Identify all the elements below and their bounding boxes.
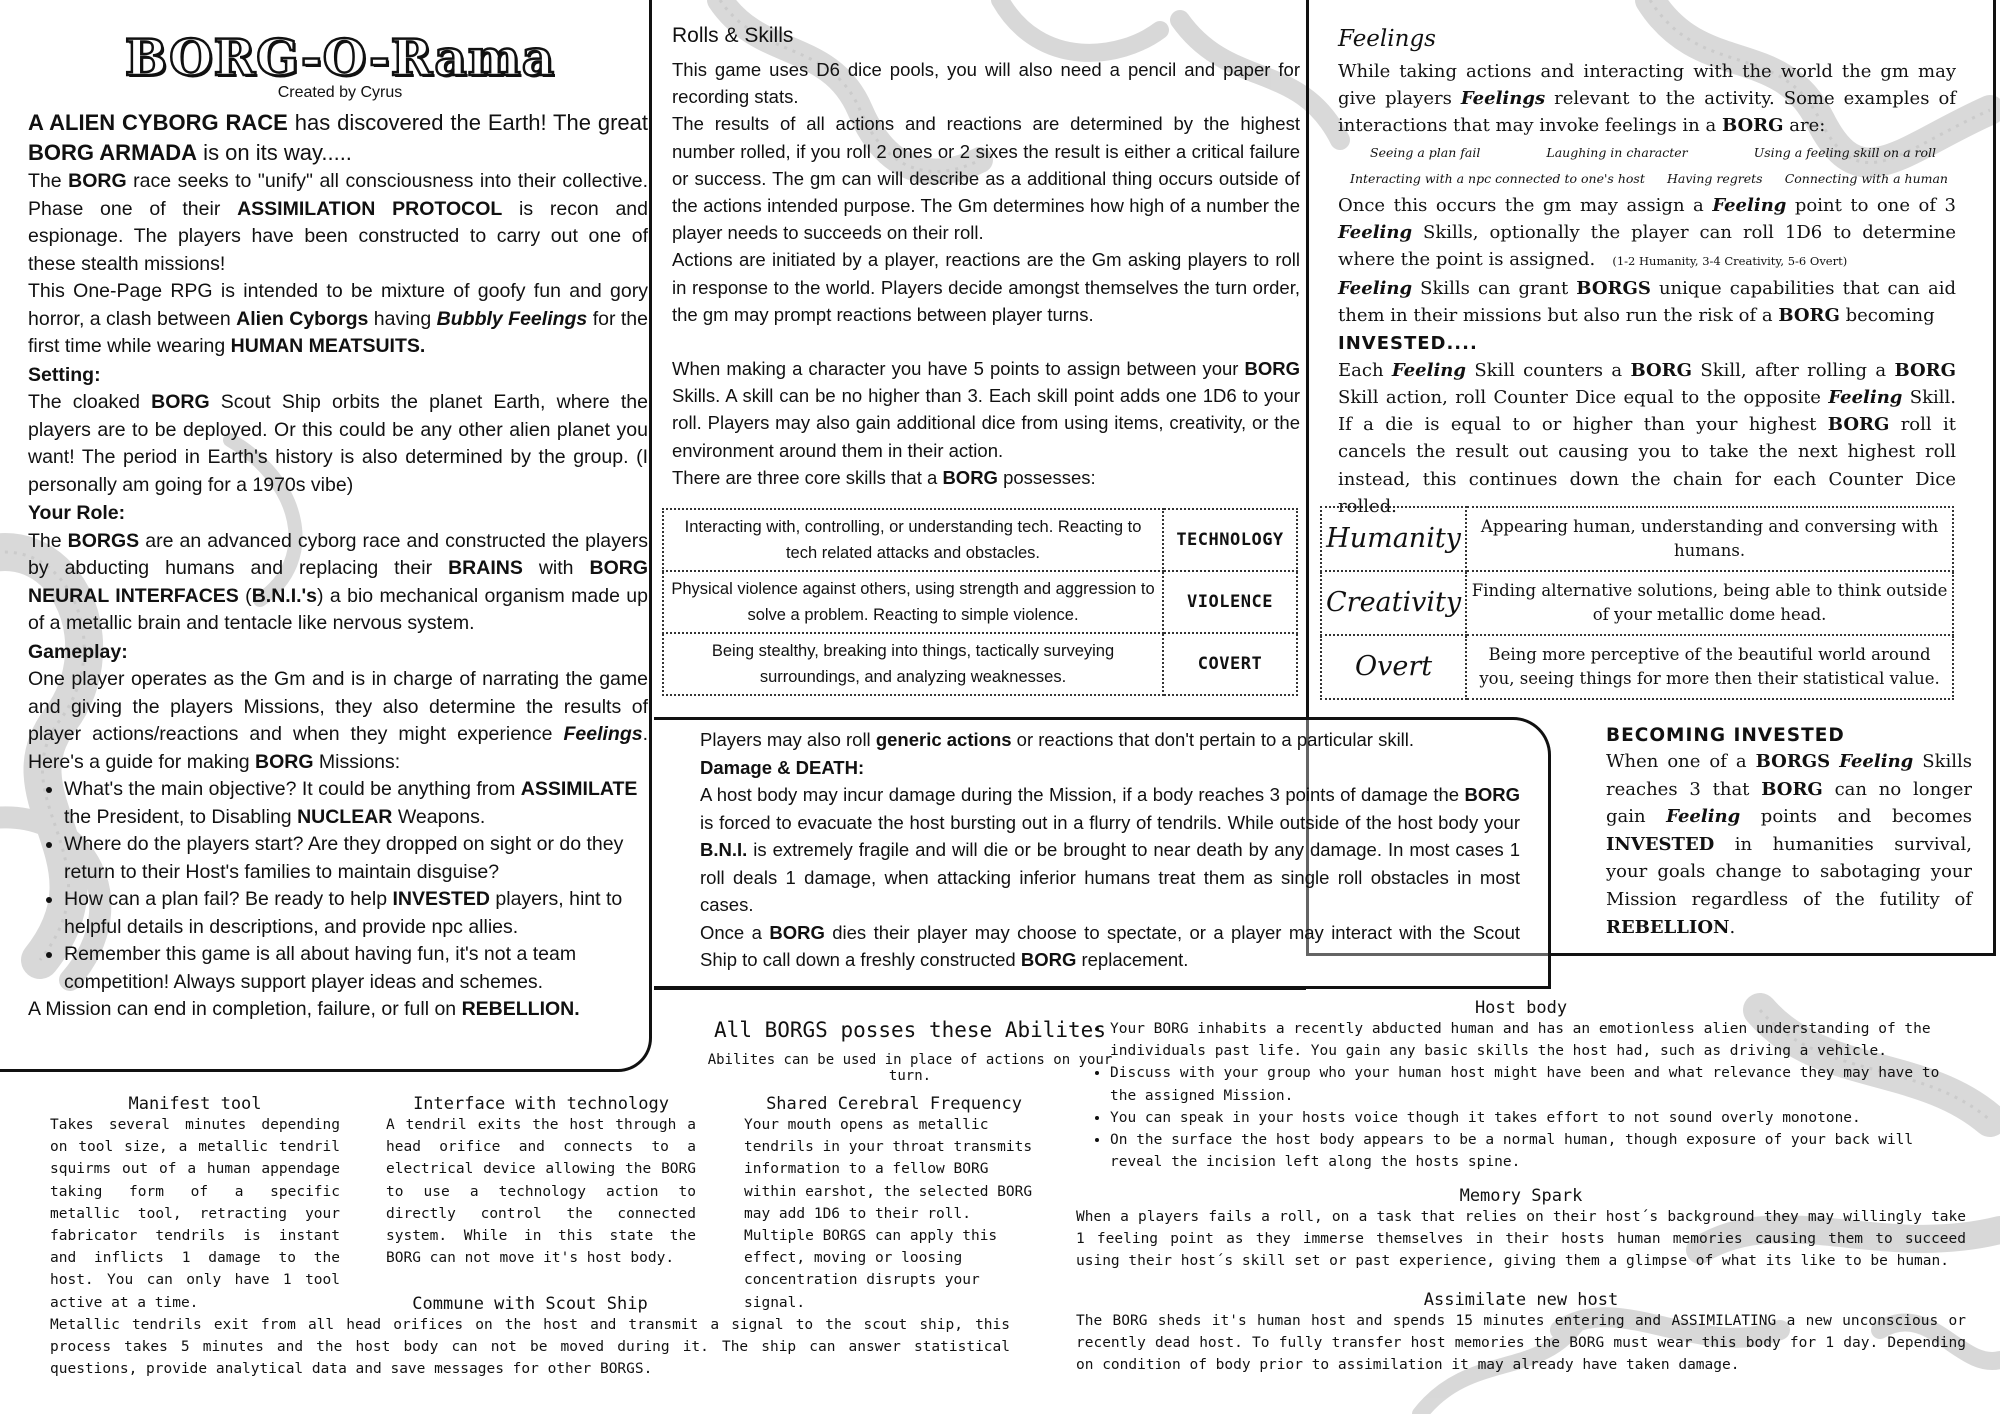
feeling-name: Overt bbox=[1321, 635, 1466, 699]
byline: Created by Cyrus bbox=[277, 84, 403, 101]
shared-cerebral-ability bbox=[744, 1094, 1044, 1314]
becoming-invested-section bbox=[1606, 724, 1972, 941]
examples-row-2 bbox=[1338, 166, 1956, 192]
setting-paragraph: The cloaked BORG Scout Ship orbits the planet Earth, where the players are to be deployed. Or this could be any other alien planet you want! The period in Earth's history is also determined by the group. (I personally am going for a 1970s vibe) bbox=[28, 391, 648, 496]
host-body-list bbox=[1076, 1018, 1966, 1173]
skill-name: TECHNOLOGY bbox=[1163, 509, 1297, 571]
rpg-paragraph: This One-Page RPG is intended to be mixture of goofy fun and gory horror, a clash between Alien Cyborgs having Bubbly Feelings for the first time while wearing HUMAN MEATSUITS. bbox=[28, 280, 648, 357]
abilities-subtitle: Abilites can be used in place of actions on your turn. bbox=[707, 1052, 1113, 1084]
feeling-description: Appearing human, understanding and conversing with humans. bbox=[1466, 507, 1953, 571]
list-item: • On the surface the host body appears to be a normal human, though exposure of your back will reveal the incision left along the hosts spine. bbox=[1110, 1129, 1966, 1173]
interface-technology-ability bbox=[386, 1094, 696, 1269]
ending-paragraph: A Mission can end in completion, failure, or full on REBELLION. bbox=[28, 998, 580, 1020]
ability-heading: Host body bbox=[1474, 998, 1568, 1018]
setting-heading: Setting: bbox=[28, 363, 101, 386]
ability-text: A tendril exits the host through a head orifice and connects to a electrical device allowing the BORG to use a technology action to directly control the connected system. While in this state the BORG can not move it's host body. bbox=[386, 1117, 696, 1267]
gameplay-heading: Gameplay: bbox=[28, 640, 128, 663]
skills-table bbox=[662, 508, 1298, 696]
role-heading: Your Role: bbox=[28, 502, 126, 524]
table-row bbox=[663, 571, 1297, 633]
feelings-intro: While taking actions and interacting with the world the gm may give players Feelings relevant to the activity. Some examples of interactions that may invoke feelings in a BORG are: bbox=[1338, 61, 1957, 137]
damage-paragraph: A host body may incur damage during the Mission, if a body reaches 3 points of damage the BORG is forced to evacuate the host bursting out in a flurry of tendrils. While outside of the host body your B.N.I. is extremely fragile and will die or be brought to near death by any damage. In most cases 1 roll deals 1 damage, when attacking inferior humans treat them as single roll obstacles in most cases. bbox=[700, 784, 1520, 915]
skill-name: VIOLENCE bbox=[1163, 571, 1297, 633]
host-body-section bbox=[1076, 998, 1966, 1173]
rolls-column bbox=[672, 56, 1300, 491]
invested-heading: INVESTED.... bbox=[1338, 332, 1478, 354]
list-item: • What's the main objective? It could be anything from ASSIMILATE the President, to Disabling NUCLEAR Weapons. bbox=[64, 776, 648, 831]
becoming-invested-paragraph: When one of a BORGS Feeling Skills reaches 3 that BORG can no longer gain Feeling points and becomes INVESTED in humanities survival, your goals change to sabotaging your Mission regardless of the futility of REBELLION. bbox=[1606, 751, 1972, 938]
intro-column bbox=[28, 108, 648, 1024]
list-item: • Remember this game is all about having fun, it's not a team competition! Always support player ideas and schemes. bbox=[64, 941, 648, 996]
manifest-tool-ability bbox=[50, 1094, 340, 1314]
role-paragraph: The BORGS are an advanced cyborg race and constructed the players by abducting humans and replacing their BRAINS with BORG NEURAL INTERFACES (B.N.I.'s) a bio mechanical organism made up of a metallic brain and tentacle like nervous system. bbox=[28, 529, 648, 634]
example-item: Connecting with a human bbox=[1784, 170, 1948, 186]
list-item: • Your BORG inhabits a recently abducted human and has an emotionless alien understanding of the individuals past life. You gain any basic skills the host had, such as driving a vehicle. bbox=[1110, 1018, 1966, 1062]
feelings-column bbox=[1338, 58, 1956, 520]
ability-text: When a players fails a roll, on a task that relies on their host´s background they may willingly take 1 feeling point as they immerse themselves in their hosts human memories causing them to succeed using their host´s skill set or past experience, giving them a glimpse of what its like to be human. bbox=[1076, 1209, 1966, 1270]
ability-text: The BORG sheds it's human host and spends 15 minutes entering and ASSIMILATING a new unconscious or recently dead host. To fully transfer host memories the BORG must wear this body for 1 day. Depending on condition of body prior to assimilation it may already have taken damage. bbox=[1076, 1313, 1966, 1374]
gameplay-paragraph: One player operates as the Gm and is in charge of narrating the game and giving the players Missions, they also determine the results of player actions/reactions and when they might experience Feelings. Here's a guide for making BORG Missions: bbox=[28, 668, 648, 773]
damage-heading: Damage & DEATH: bbox=[700, 756, 865, 778]
feeling-point-paragraph: Once this occurs the gm may assign a Feeling point to one of 3 Feeling Skills, optionally the player can roll 1D6 to determine where the point is assigned. (1-2 Humanity, 3-4 Creativity, 5-6 Overt) bbox=[1338, 194, 1956, 271]
death-paragraph: Once a BORG dies their player may choose to spectate, or a player may interact with the Scout Ship to call down a freshly constructed BORG replacement. bbox=[700, 921, 1520, 970]
generic-actions-paragraph: Players may also roll generic actions or reactions that don't pertain to a particular skill. bbox=[700, 729, 1415, 750]
list-item: • You can speak in your hosts voice though it takes effort to not sound overly monotone. bbox=[1110, 1107, 1966, 1129]
page-title: BORG-O-Rama bbox=[124, 28, 556, 87]
abilities-title: All BORGS posses these Abilites bbox=[714, 1018, 1106, 1042]
memory-spark-ability bbox=[1076, 1186, 1966, 1273]
counter-dice-paragraph: Each Feeling Skill counters a BORG Skill, after rolling a BORG Skill action, roll Counter Dice equal to the opposite Feeling Skill. If a die is equal to or higher than your highest BORG roll it cancels the result out causing you to take the next highest roll instead, this continues down the chain for each Counter Dice rolled. bbox=[1338, 359, 1957, 517]
feeling-name: Creativity bbox=[1321, 571, 1466, 635]
ability-heading: Assimilate new host bbox=[1423, 1290, 1619, 1310]
feeling-skills-paragraph: Feeling Skills can grant BORGS unique capabilities that can aid them in their missions but also run the risk of a BORG becoming bbox=[1338, 278, 1956, 327]
feeling-description: Being more perceptive of the beautiful world around you, seeing things for more then their statistical value. bbox=[1466, 635, 1953, 699]
dice-paragraph: This game uses D6 dice pools, you will also need a pencil and paper for recording stats. bbox=[672, 59, 1300, 108]
ability-heading: Manifest tool bbox=[128, 1094, 262, 1114]
example-item: Laughing in character bbox=[1546, 144, 1688, 160]
example-item: Using a feeling skill on a roll bbox=[1753, 144, 1936, 160]
rolls-skills-heading: Rolls & Skills bbox=[672, 24, 794, 47]
list-item: • How can a plan fail? Be ready to help INVESTED players, hint to helpful details in descriptions, and provide npc allies. bbox=[64, 886, 648, 941]
table-row bbox=[663, 509, 1297, 571]
character-paragraph: When making a character you have 5 points to assign between your BORG Skills. A skill can be no higher than 3. Each skill point adds one 1D6 to your roll. Players may also gain additional dice from using items, creativity, or the environment around them in their action. bbox=[672, 358, 1300, 461]
ability-heading: Interface with technology bbox=[413, 1094, 669, 1114]
commune-scout-ability bbox=[50, 1294, 1010, 1381]
skill-description: Interacting with, controlling, or understanding tech. Reacting to tech related attacks and obstacles. bbox=[663, 509, 1163, 571]
skill-name: COVERT bbox=[1163, 633, 1297, 695]
ability-text: Takes several minutes depending on tool size, a metallic tendril squirms out of a human appendage taking form of a specific metallic tool, retracting your fabricator tendrils is instant and inflicts 1 damage to the host. You can only have 1 tool active at a time. bbox=[50, 1117, 340, 1311]
ability-text: Metallic tendrils exit from all head orifices on the host and transmit a signal to the scout ship, this process takes 5 minutes and the host body can not be moved during it. The ship can answer statistical questions, provide analytical data and save messages for other BORGS. bbox=[50, 1317, 1010, 1378]
actions-paragraph: Actions are initiated by a player, reactions are the Gm asking players to roll in response to the world. Players decide amongst themselves the turn order, the gm may prompt reactions between player turns. bbox=[672, 249, 1300, 325]
intro-paragraph: A ALIEN CYBORG RACE has discovered the Earth! The great BORG ARMADA is on its way..... bbox=[28, 110, 648, 165]
skill-description: Physical violence against others, using strength and aggression to solve a problem. Reacting to simple violence. bbox=[663, 571, 1163, 633]
results-paragraph: The results of all actions and reactions are determined by the highest number rolled, if you roll 2 ones or 2 sixes the result is either a critical failure or success. The gm can will describe as a additional thing occurs outside of the actions intended purpose. The Gm determines how high of a number the player needs to succeeds on their roll. bbox=[672, 113, 1300, 244]
table-row bbox=[1321, 571, 1953, 635]
core-skills-intro: There are three core skills that a BORG possesses: bbox=[672, 466, 1096, 488]
skill-description: Being stealthy, breaking into things, tactically surveying surroundings, and analyzing weaknesses. bbox=[663, 633, 1163, 695]
feelings-heading: Feelings bbox=[1338, 26, 1436, 52]
example-item: Interacting with a npc connected to one's host bbox=[1350, 170, 1645, 186]
list-item: • Where do the players start? Are they dropped on sight or do they return to their Host's families to maintain disguise? bbox=[64, 831, 648, 886]
ability-heading: Shared Cerebral Frequency bbox=[766, 1094, 1022, 1114]
example-item: Having regrets bbox=[1666, 170, 1763, 186]
feelings-table bbox=[1320, 506, 1954, 700]
feeling-description: Finding alternative solutions, being able to think outside of your metallic dome head. bbox=[1466, 571, 1953, 635]
examples-row-1 bbox=[1338, 140, 1956, 166]
damage-column bbox=[700, 726, 1520, 974]
table-row bbox=[1321, 635, 1953, 699]
example-item: Seeing a plan fail bbox=[1370, 144, 1481, 160]
borg-paragraph: The BORG race seeks to "unify" all consciousness into their collective. Phase one of their ASSIMILATION PROTOCOL is recon and espionage. The players have been constructed to carry out one of these stealth missions! bbox=[28, 170, 648, 275]
ability-heading: Memory Spark bbox=[1459, 1186, 1583, 1206]
table-row bbox=[1321, 507, 1953, 571]
ability-text: Your mouth opens as metallic tendrils in your throat transmits information to a fellow BORG within earshot, the selected BORG may add 1D6 to their roll. Multiple BORGS can apply this effect, moving or loosing concentration disrupts your signal. bbox=[744, 1117, 1033, 1311]
becoming-invested-heading: BECOMING INVESTED bbox=[1606, 725, 1845, 746]
feeling-name: Humanity bbox=[1321, 507, 1466, 571]
assimilate-host-ability bbox=[1076, 1290, 1966, 1377]
ability-heading: Commune with Scout Ship bbox=[412, 1294, 648, 1314]
table-row bbox=[663, 633, 1297, 695]
list-item: • Discuss with your group who your human host might have been and what relevance they may have to the assigned Mission. bbox=[1110, 1062, 1966, 1106]
mission-guide-list bbox=[28, 776, 648, 996]
